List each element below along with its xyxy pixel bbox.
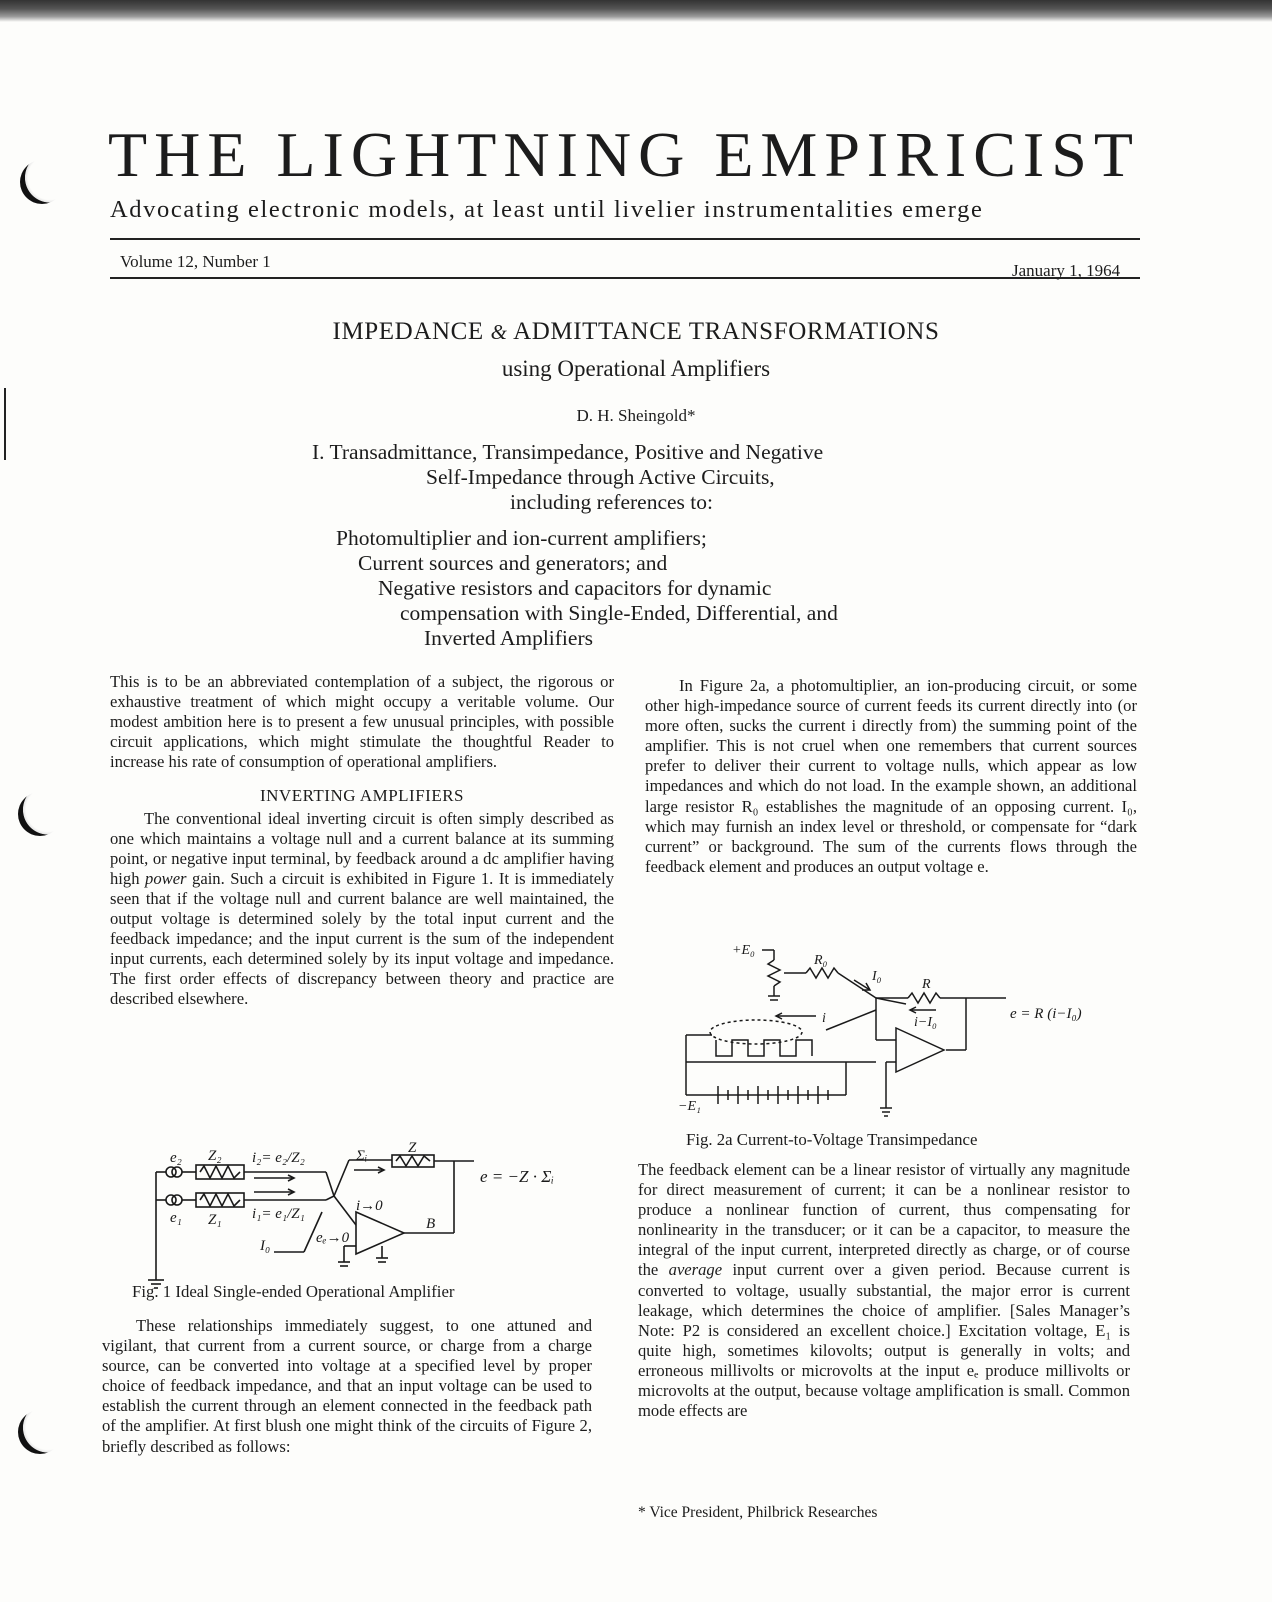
hole-punch-bottom [18,1410,62,1454]
svg-text:+E₀: +E₀ [732,943,755,958]
left-column-top [110,672,614,1010]
fig2a-potentiometer [768,960,780,986]
part-line-1: I. Transadmittance, Transimpedance, Positive and Negative [312,440,824,464]
svg-text:R: R [922,977,931,992]
issue-date: January 1, 1964 [1012,261,1121,280]
fig2a-photomultiplier [710,1020,802,1044]
article-title: IMPEDANCE & ADMITTANCE TRANSFORMATIONS [332,318,940,345]
svg-text:i: i [822,1011,826,1026]
left-column-bottom [102,1316,592,1457]
svg-text:i−I₀: i−I₀ [914,1015,937,1030]
paragraph-figure-2a: In Figure 2a, a photomultiplier, an ion-producing circuit, or some other high-impedance source of current feeds its current directly into (or more often, sucks the current i directly from) the summing point of the amplifier. This is not cruel when one remembers that current sources prefer to deliver their current to voltage nulls, which appear as low impedances and which do not load. In the example shown, an additional large resistor R₀ establishes the magnitude of an opposing current. I₀, which may furnish an index level or threshold, or compensate for “dark current” or background. The sum of the currents flows through the feedback element and produces an output voltage e. [645,676,1137,876]
svg-text:Z₁: Z₁ [208,1212,222,1228]
fig2a-caption: Fig. 2a Current-to-Voltage Transimpedance [686,1130,978,1149]
svg-text:e₁: e₁ [170,1210,182,1226]
svg-text:i₂= e₂/Z₂: i₂= e₂/Z₂ [252,1150,305,1166]
svg-text:eₑ→0: eₑ→0 [316,1230,350,1246]
newsletter-tagline: Advocating electronic models, at least until livelier instrumentalities emerge [110,196,984,223]
topic-line-2: Current sources and generators; and [358,551,668,575]
hole-punch-middle [18,792,62,836]
svg-text:Z₂: Z₂ [208,1148,222,1164]
svg-text:Z: Z [408,1140,417,1156]
fig1-caption: Fig. 1 Ideal Single-ended Operational Amplifier [132,1282,455,1301]
part-line-2: Self-Impedance through Active Circuits, [426,465,775,489]
svg-text:e = −Z · Σᵢ: e = −Z · Σᵢ [480,1167,554,1186]
part-line-3: including references to: [510,490,713,514]
svg-text:I₀: I₀ [872,969,882,984]
fig1-opamp-triangle [356,1212,404,1254]
fig2a-opamp-triangle [896,1028,944,1072]
figure-1-diagram [144,1140,604,1300]
newsletter-title: THE LIGHTNING EMPIRICIST [108,119,1140,190]
volume-number: Volume 12, Number 1 [120,252,271,271]
svg-text:i₁= e₁/Z₁: i₁= e₁/Z₁ [252,1206,305,1222]
masthead-rule-top [110,238,1140,240]
intro-paragraph: This is to be an abbreviated contemplation of a subject, the rigorous or exhaustive treatment of which might occupy a veritable volume. Our modest ambition here is to present a few unusual principles, with possible circuit applications, which might stimulate the thoughtful Reader to increase his rate of consumption of operational amplifiers. [110,672,614,772]
figure-2a-diagram [676,940,1146,1120]
paragraph-relationships: These relationships immediately suggest, to one attuned and vigilant, that current from a current source, or charge from a charge source, can be converted into voltage at a specified level by proper choice of feedback impedance, and that an input voltage can be used to establish the current through an element connected in the feedback path of the amplifier. At first blush one might think of the circuits of Figure 2, briefly described as follows: [102,1316,592,1456]
footnote: * Vice President, Philbrick Researches [638,1504,878,1521]
section-heading: INVERTING AMPLIFIERS [259,786,464,806]
hole-punch-top [20,160,64,204]
paragraph-inverting: The conventional ideal inverting circuit is often simply described as one which maintains a voltage null and a current balance at its summing point, or negative input terminal, by feedback around a dc amplifier having high power gain. Such a circuit is exhibited in Figure 1. It is immediately seen that if the voltage null and current balance are well maintained, the output voltage is determined solely by the total input current and the feedback impedance; and the input current is the sum of the independent input currents, each determined solely by its input voltage and impedance. The first order effects of discrepancy between theory and practice are described elsewhere. [110,808,615,1009]
fig2a-r-resistor [908,993,940,1003]
svg-text:B: B [426,1216,436,1232]
topic-line-5: Inverted Amplifiers [424,626,593,650]
svg-text:R₀: R₀ [814,953,828,968]
svg-text:e = R (i−I₀): e = R (i−I₀) [1010,1006,1082,1022]
right-column-bottom [638,1160,1130,1421]
scan-top-edge [0,0,1272,22]
topic-line-4: compensation with Single-Ended, Differential, and [400,601,838,625]
paragraph-feedback-element: The feedback element can be a linear resistor of virtually any magnitude for direct measurement of current; it can be a nonlinear resistor to produce a nonlinear function of current, thus compensating for nonlinearity in the transducer; or it can be a capacitor, to measure the integral of the input current, interpreted directly as charge, or of course the average input current over a given period. Because current is converted to voltage, usually substantial, the major error is current leakage, which determines the choice of amplifier. [Sales Manager’s Note: P2 is considered an excellent choice.] Excitation voltage, E₁ is quite high, sometimes kilovolts; output is generally in volts; and erroneous millivolts or microvolts at the input eₑ produce millivolts or microvolts at the output, because voltage amplification is small. Common mode effects are [638,1160,1131,1421]
svg-text:i→0: i→0 [356,1198,383,1214]
article-author: D. H. Sheingold* [576,406,696,425]
svg-text:−E₁: −E₁ [678,1099,701,1114]
svg-text:I₀: I₀ [260,1238,271,1254]
svg-text:Σᵢ: Σᵢ [356,1148,368,1164]
right-column-top [645,676,1137,877]
topic-line-1: Photomultiplier and ion-current amplifiers; [336,526,707,550]
fig2a-r0-resistor [806,968,838,978]
article-subtitle: using Operational Amplifiers [501,356,771,381]
svg-text:e₂: e₂ [170,1150,182,1166]
topic-line-3: Negative resistors and capacitors for dynamic [378,576,772,600]
masthead-rule-bottom [110,277,1140,279]
